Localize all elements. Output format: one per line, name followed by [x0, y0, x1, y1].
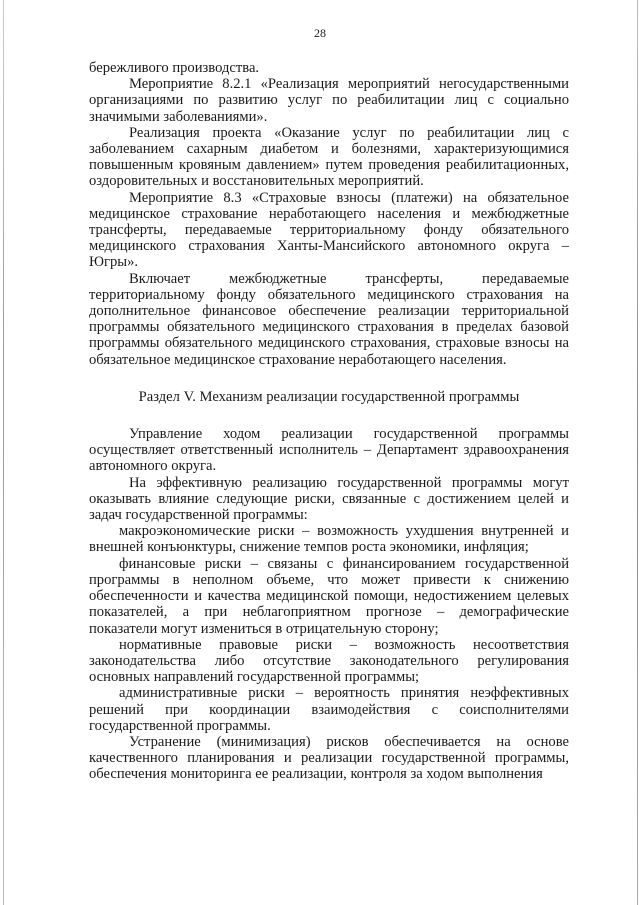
paragraph: финансовые риски – связаны с финансированием государственной программы в неполном объеме, что может привести к снижению обеспеченности и качества медицинской помощи, недостижением целевых показателей, а при неблагоприятном прогнозе – демографические показатели могут измениться в отрицательную сторону;	[89, 555, 569, 637]
paragraph: административные риски – вероятность принятия неэффективных решений при координации взаимодействия с соисполнителями государственной программы.	[89, 685, 569, 734]
paragraph: Устранение (минимизация) рисков обеспечивается на основе качественного планирования и реализации государственной программы, обеспечения мониторинга ее реализации, контроля за ходом выполнения	[89, 733, 569, 783]
scan-edge-right	[637, 0, 638, 905]
paragraph: макроэкономические риски – возможность ухудшения внутренней и внешней конъюнктуры, снижение темпов роста экономики, инфляция;	[89, 523, 569, 556]
document-body	[89, 60, 569, 783]
scan-edge-left	[3, 0, 4, 905]
paragraph: Мероприятие 8.3 «Страховые взносы (платежи) на обязательное медицинское страхование неработающего населения и межбюджетные трансферты, передаваемые территориальному фонду обязательного медицинского страхования Ханты-Мансийского автономного округа – Югры».	[89, 189, 569, 271]
paragraph: Управление ходом реализации государственной программы осуществляет ответственный исполнитель – Департамент здравоохранения автономного округа.	[89, 426, 569, 475]
paragraph: На эффективную реализацию государственной программы могут оказывать влияние следующие риски, связанные с достижением целей и задач государственной программы:	[89, 474, 569, 524]
page-number: 28	[314, 26, 326, 40]
paragraph: нормативные правовые риски – возможность несоответствия законодательства либо отсутствие законодательного регулирования основных направлений государственной программы;	[89, 636, 569, 686]
paragraph: Включает межбюджетные трансферты, передаваемые территориальному фонду обязательного медицинского страхования на дополнительное финансовое обеспечение реализации территориальной программы обязательного медицинского страхования в пределах базовой программы обязательного медицинского страхования, страховые взносы на обязательное медицинское страхование неработающего населения.	[89, 270, 569, 368]
paragraph: Мероприятие 8.2.1 «Реализация мероприятий негосударственными организациями по развитию услуг по реабилитации лиц с социально значимыми заболеваниями».	[89, 76, 569, 125]
section-heading: Раздел V. Механизм реализации государственной программы	[138, 388, 520, 405]
paragraph: бережливого производства.	[89, 60, 260, 76]
paragraph: Реализация проекта «Оказание услуг по реабилитации лиц с заболеванием сахарным диабетом и болезнями, характеризующимися повышенным кровяным давлением» путем проведения реабилитационных, оздоровительных и восстановительных мероприятий.	[89, 124, 569, 190]
